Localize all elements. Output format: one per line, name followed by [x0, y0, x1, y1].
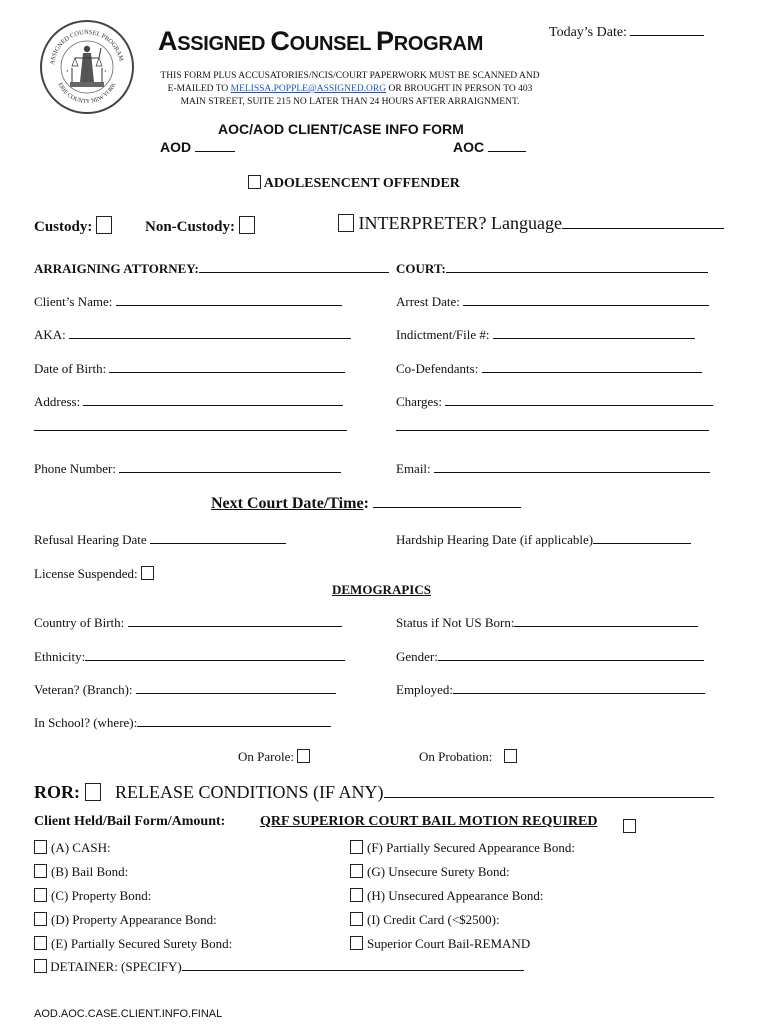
- svg-text:★: ★: [66, 69, 69, 73]
- court-field[interactable]: [396, 261, 708, 277]
- arrest-date-label: Arrest Date:: [396, 294, 460, 309]
- gender-label: Gender:: [396, 649, 438, 664]
- refusal-hearing-label: Refusal Hearing Date: [34, 532, 147, 547]
- court-label: COURT:: [396, 261, 446, 276]
- bail-option[interactable]: [350, 888, 544, 904]
- notice-email-link[interactable]: MELISSA.POPPLE@ASSIGNED.ORG: [230, 84, 387, 94]
- clients-name-label: Client’s Name:: [34, 294, 113, 309]
- form-footer-code: AOD.AOC.CASE.CLIENT.INFO.FINAL: [34, 1008, 223, 1020]
- adolescent-offender-option[interactable]: [248, 175, 460, 192]
- bail-option-checkbox[interactable]: [34, 936, 47, 950]
- phone-label: Phone Number:: [34, 461, 116, 476]
- country-of-birth-label: Country of Birth:: [34, 615, 125, 630]
- notice-line-2-post: OR BROUGHT IN PERSON TO 403: [386, 84, 533, 94]
- arraigning-attorney-field[interactable]: [34, 261, 389, 277]
- refusal-hearing-field[interactable]: [34, 532, 286, 548]
- bail-option-checkbox[interactable]: [350, 888, 363, 902]
- codefendants-label: Co-Defendants:: [396, 361, 479, 376]
- bail-option-checkbox[interactable]: [350, 936, 363, 950]
- bail-option-checkbox[interactable]: [350, 840, 363, 854]
- bail-option[interactable]: [350, 912, 500, 928]
- next-court-label: Next Court Date/Time: [211, 495, 364, 512]
- qrf-checkbox[interactable]: [623, 819, 636, 833]
- aoc-field[interactable]: [453, 139, 526, 155]
- indictment-label: Indictment/File #:: [396, 327, 490, 342]
- noncustody-label: Non-Custody:: [145, 219, 236, 235]
- interpreter-checkbox[interactable]: [338, 214, 354, 232]
- adolescent-label: ADOLESENCENT OFFENDER: [263, 176, 460, 191]
- ror-label: ROR:: [34, 782, 80, 802]
- ror-option[interactable]: [34, 782, 101, 803]
- on-probation-label: On Probation:: [419, 749, 493, 764]
- license-suspended-label: License Suspended:: [34, 566, 138, 581]
- adolescent-checkbox[interactable]: [248, 175, 261, 189]
- bail-option[interactable]: [34, 888, 151, 904]
- noncustody-option[interactable]: [145, 216, 255, 236]
- next-court-field[interactable]: [211, 494, 521, 513]
- on-probation-checkbox[interactable]: [504, 749, 517, 763]
- release-conditions-field[interactable]: [115, 782, 714, 803]
- email-label: Email:: [396, 461, 431, 476]
- indictment-field[interactable]: [396, 327, 695, 343]
- bail-option-checkbox[interactable]: [350, 864, 363, 878]
- veteran-label: Veteran? (Branch):: [34, 682, 133, 697]
- charges-line-2[interactable]: [396, 430, 709, 431]
- bail-option[interactable]: [350, 936, 530, 952]
- page-title: ASSIGNED COUNSEL PROGRAM: [158, 26, 484, 56]
- qrf-motion-label: QRF SUPERIOR COURT BAIL MOTION REQUIRED: [260, 814, 598, 829]
- charges-label: Charges:: [396, 394, 442, 409]
- license-suspended-checkbox[interactable]: [141, 566, 154, 580]
- demographics-heading: DEMOGRAPICS: [332, 582, 431, 597]
- aka-label: AKA:: [34, 327, 66, 342]
- bail-option-label: (C) Property Bond:: [51, 888, 152, 903]
- bail-option-label: (A) CASH:: [51, 840, 111, 855]
- address-line-2[interactable]: [34, 430, 347, 431]
- custody-option[interactable]: [34, 216, 112, 236]
- on-parole-option[interactable]: [238, 749, 310, 765]
- notice-line-3: MAIN STREET, SUITE 215 NO LATER THAN 24 HOURS AFTER ARRAIGNMENT.: [180, 97, 520, 107]
- release-conditions-label: RELEASE CONDITIONS (IF ANY): [115, 782, 384, 802]
- hardship-hearing-label: Hardship Hearing Date (if applicable): [396, 532, 594, 547]
- bail-option[interactable]: [34, 864, 128, 880]
- charges-field[interactable]: [396, 394, 713, 410]
- employed-label: Employed:: [396, 682, 454, 697]
- bail-option-checkbox[interactable]: [34, 840, 47, 854]
- bail-option-label: (D) Property Appearance Bond:: [51, 912, 217, 927]
- bail-option-checkbox[interactable]: [34, 912, 47, 926]
- bail-option-label: (B) Bail Bond:: [51, 864, 129, 879]
- detainer-label: DETAINER: (SPECIFY): [50, 959, 182, 974]
- ethnicity-label: Ethnicity:: [34, 649, 86, 664]
- gender-field[interactable]: [396, 649, 704, 665]
- interpreter-label: INTERPRETER? Language: [358, 213, 562, 233]
- clients-name-field[interactable]: [34, 294, 342, 310]
- custody-checkbox[interactable]: [96, 216, 112, 234]
- program-seal-logo: [40, 20, 134, 114]
- aod-field[interactable]: [160, 139, 235, 155]
- in-school-field[interactable]: [34, 715, 331, 731]
- notice-line-1: THIS FORM PLUS ACCUSATORIES/NCIS/COURT PAPERWORK MUST BE SCANNED AND: [160, 71, 540, 81]
- bail-option-checkbox[interactable]: [34, 864, 47, 878]
- arraigning-attorney-label: ARRAIGNING ATTORNEY:: [34, 261, 199, 276]
- bail-option[interactable]: [34, 840, 111, 856]
- license-suspended-field[interactable]: [34, 566, 154, 582]
- dob-field[interactable]: [34, 361, 345, 377]
- bail-option[interactable]: [350, 840, 575, 856]
- bail-option-label: (H) Unsecured Appearance Bond:: [367, 888, 544, 903]
- codefendants-field[interactable]: [396, 361, 702, 377]
- bail-option[interactable]: [34, 936, 232, 952]
- phone-field[interactable]: [34, 461, 341, 477]
- seal-graphic: [42, 22, 132, 112]
- client-held-label: Client Held/Bail Form/Amount:: [34, 814, 226, 829]
- bail-option-checkbox[interactable]: [350, 912, 363, 926]
- submission-notice: [150, 70, 550, 109]
- employed-field[interactable]: [396, 682, 705, 698]
- on-parole-label: On Parole:: [238, 749, 294, 764]
- email-field[interactable]: [396, 461, 710, 477]
- bail-option-label: (E) Partially Secured Surety Bond:: [51, 936, 233, 951]
- next-court-colon: :: [363, 495, 369, 512]
- on-probation-option[interactable]: [419, 749, 517, 765]
- bail-option-label: (G) Unsecure Surety Bond:: [367, 864, 510, 879]
- todays-date-field[interactable]: [549, 24, 704, 41]
- bail-option-label: (I) Credit Card (<$2500):: [367, 912, 500, 927]
- bail-option[interactable]: [350, 864, 510, 880]
- status-not-us-label: Status if Not US Born:: [396, 615, 515, 630]
- svg-text:★: ★: [104, 69, 107, 73]
- status-not-us-field[interactable]: [396, 615, 698, 631]
- bail-option-label: Superior Court Bail-REMAND: [367, 936, 531, 951]
- interpreter-field[interactable]: [338, 213, 724, 234]
- bail-option-label: (F) Partially Secured Appearance Bond:: [367, 840, 575, 855]
- arrest-date-field[interactable]: [396, 294, 709, 310]
- on-parole-checkbox[interactable]: [297, 749, 310, 763]
- bail-option-checkbox[interactable]: [34, 888, 47, 902]
- svg-text:ERIE COUNTY NEW YORK: ERIE COUNTY NEW YORK: [56, 81, 118, 106]
- notice-line-2-pre: E-MAILED TO: [167, 84, 231, 94]
- ethnicity-field[interactable]: [34, 649, 345, 665]
- aod-label: AOD: [160, 139, 192, 155]
- todays-date-label: Today’s Date:: [549, 25, 627, 40]
- qrf-checkbox-wrap[interactable]: [623, 816, 636, 835]
- dob-label: Date of Birth:: [34, 361, 107, 376]
- address-label: Address:: [34, 394, 81, 409]
- noncustody-checkbox[interactable]: [239, 216, 255, 234]
- aka-field[interactable]: [34, 327, 351, 343]
- custody-label: Custody:: [34, 219, 93, 235]
- detainer-checkbox[interactable]: [34, 959, 47, 973]
- country-of-birth-field[interactable]: [34, 615, 342, 631]
- svg-text:ASSIGNED COUNSEL PROGRAM: ASSIGNED COUNSEL PROGRAM: [49, 28, 125, 66]
- veteran-field[interactable]: [34, 682, 336, 698]
- address-field[interactable]: [34, 394, 343, 410]
- bail-option[interactable]: [34, 912, 217, 928]
- detainer-field[interactable]: [34, 959, 524, 975]
- in-school-label: In School? (where):: [34, 715, 138, 730]
- aoc-label: AOC: [453, 139, 485, 155]
- ror-checkbox[interactable]: [85, 783, 101, 801]
- hardship-hearing-field[interactable]: [396, 532, 691, 548]
- form-title: AOC/AOD CLIENT/CASE INFO FORM: [218, 121, 464, 137]
